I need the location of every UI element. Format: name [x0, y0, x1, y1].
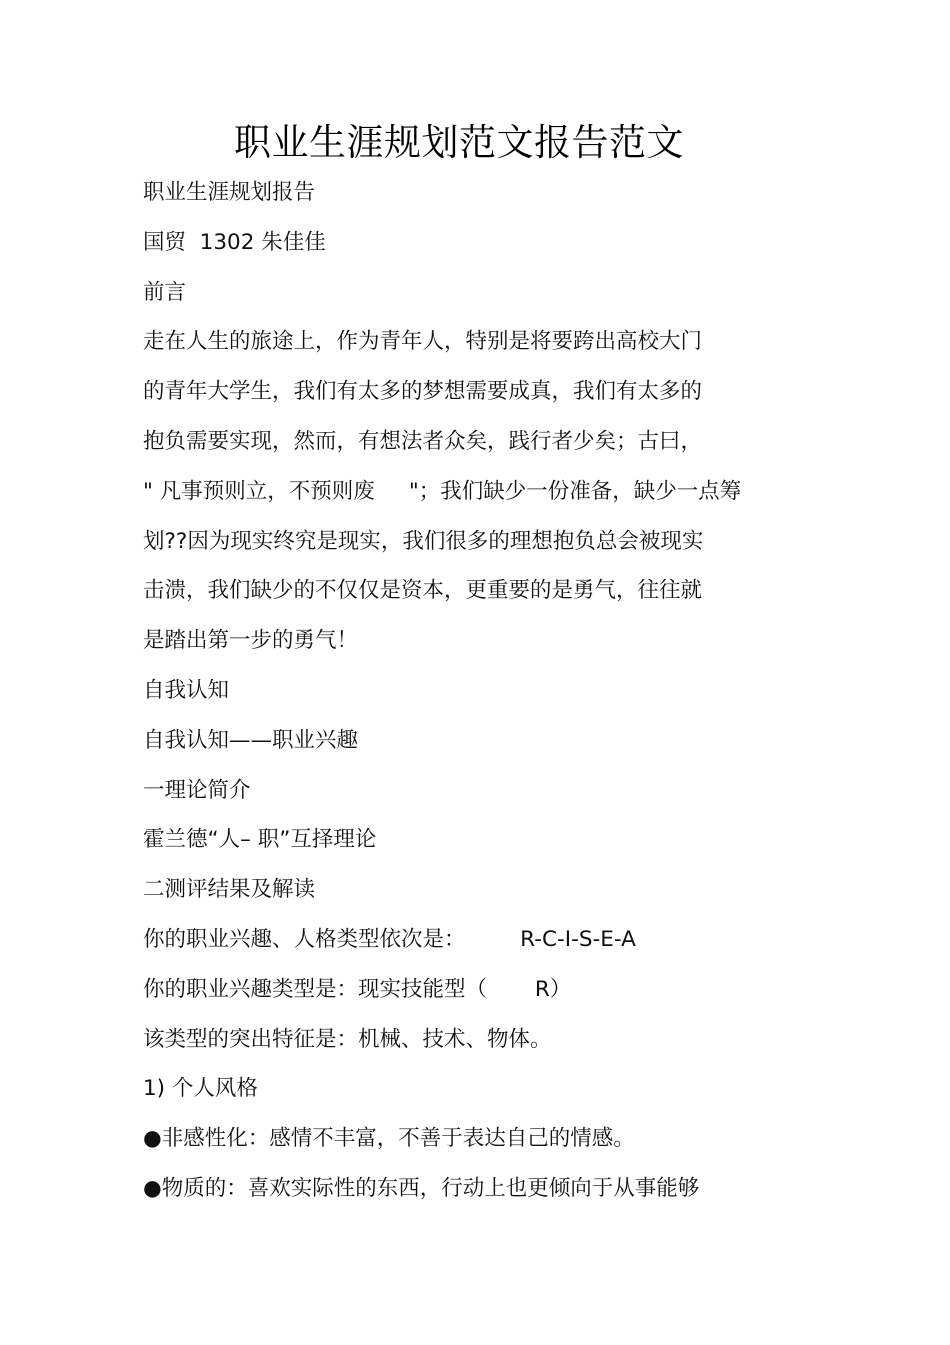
paragraph-line: 职业生涯规划报告 — [143, 180, 316, 205]
paragraph-line: 你的职业兴趣、人格类型依次是： R-C-I-S-E-A — [143, 926, 636, 952]
paragraph-line: 国贸 1302 朱佳佳 — [143, 229, 326, 255]
bullet-item: ●非感性化：感情不丰富，不善于表达自己的情感。 — [143, 1126, 635, 1152]
paragraph-line: 你的职业兴趣类型是：现实技能型（ R） — [143, 976, 572, 1002]
page-title: 职业生涯规划范文报告范文 — [234, 121, 684, 164]
paragraph-line: " 凡事预则立，不预则废 "；我们缺少一份准备，缺少一点筹 — [143, 478, 742, 504]
document-body — [143, 168, 783, 1214]
paragraph-line: 该类型的突出特征是：机械、技术、物体。 — [143, 1026, 552, 1052]
paragraph-line: 前言 — [143, 279, 187, 305]
paragraph-line: 击溃，我们缺少的不仅仅是资本，更重要的是勇气，往往就 — [143, 578, 703, 604]
section-heading: 自我认知——职业兴趣 — [143, 727, 359, 753]
paragraph-line: 走在人生的旅途上，作为青年人，特别是将要跨出高校大门 — [143, 329, 703, 355]
paragraph-line: 抱负需要实现，然而，有想法者众矣，践行者少矣；古曰， — [143, 428, 703, 454]
paragraph-line: 是踏出第一步的勇气！ — [143, 628, 359, 654]
paragraph-line: 的青年大学生，我们有太多的梦想需要成真，我们有太多的 — [143, 379, 703, 405]
paragraph-line: 划??因为现实终究是现实，我们很多的理想抱负总会被现实 — [143, 528, 704, 554]
section-heading: 二测评结果及解读 — [143, 877, 316, 903]
section-heading: 自我认知 — [143, 677, 230, 703]
section-heading: 1) 个人风格 — [143, 1076, 258, 1102]
bullet-item: ●物质的：喜欢实际性的东西，行动上也更倾向于从事能够 — [143, 1175, 700, 1201]
paragraph-line: 霍兰德“人– 职”互择理论 — [143, 827, 377, 853]
section-heading: 一理论简介 — [143, 777, 251, 803]
